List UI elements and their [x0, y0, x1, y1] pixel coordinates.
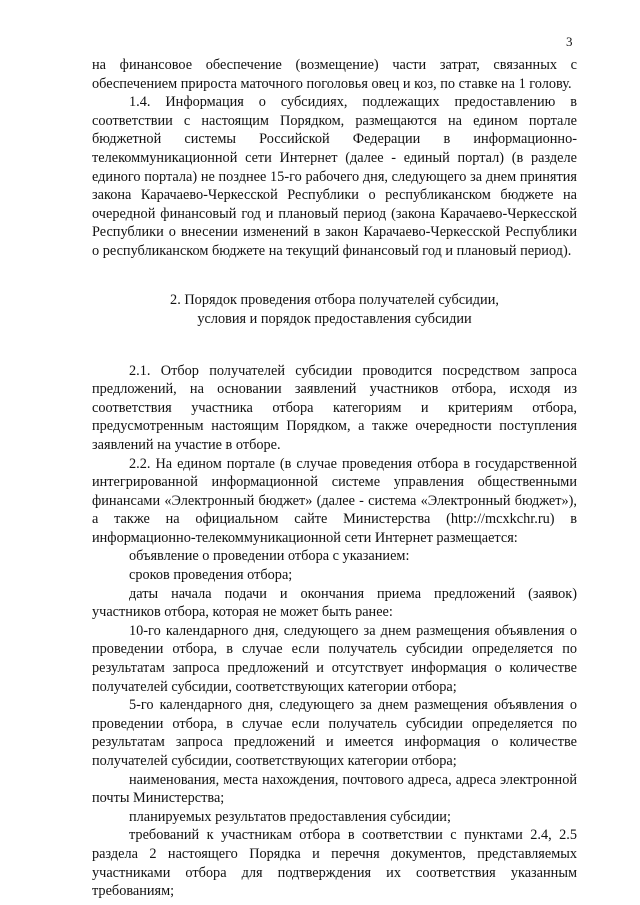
paragraph: требований к участникам отбора в соответствии с пунктами 2.4, 2.5 раздела 2 настоящего Порядка и перечня документов, представляемых участниками отбора для подтверждения их соответствия указанным требованиям;: [92, 827, 577, 900]
paragraph: планируемых результатов предоставления субсидии;: [129, 808, 451, 825]
paragraph: сроков проведения отбора;: [129, 567, 293, 584]
paragraph: даты начала подачи и окончания приема предложений (заявок) участников отбора, которая не может быть ранее:: [92, 585, 577, 621]
paragraph-2-1: 2.1. Отбор получателей субсидии проводится посредством запроса предложений, на основании заявлений участников отбора, исходя из соответствия участника отбора категориям и критериям отбора, предусмотренным настоящим Порядком, а также очередности поступления заявлений на участие в отборе.: [92, 362, 577, 453]
section-heading-line: 2. Порядок проведения отбора получателей субсидии,: [170, 291, 499, 308]
paragraph: наименования, места нахождения, почтового адреса, адреса электронной почты Министерства;: [92, 771, 577, 807]
paragraph: 10-го календарного дня, следующего за днем размещения объявления о проведении отбора, в случае если получатель субсидии определяется по результатам запроса предложений и отсутствует информация о количестве получателей субсидии, соответствующих категории отбора;: [92, 622, 577, 695]
paragraph-2-2: 2.2. На едином портале (в случае проведения отбора в государственной интегрированной информационной системе управления общественными финансами «Электронный бюджет» (далее - система «Электронный бюджет»), а также на официальном сайте Министерства (http://mcxkchr.ru) в информационно-телекоммуникационной сети Интернет размещается:: [92, 455, 577, 546]
section-heading: [92, 291, 577, 329]
paragraph: объявление о проведении отбора с указанием:: [129, 548, 410, 565]
section-heading-line: условия и порядок предоставления субсидии: [197, 310, 472, 327]
page-number: 3: [566, 34, 573, 49]
paragraph: 5-го календарного дня, следующего за днем размещения объявления о проведении отбора, в случае если получатель субсидии определяется по результатам запроса предложений и имеется информация о количестве получателей субсидии, соответствующих категории отбора;: [92, 697, 577, 769]
paragraph-1-4: 1.4. Информация о субсидиях, подлежащих предоставлению в соответствии с настоящим Порядком, размещаются на едином портале бюджетной системы Российской Федерации в информационно-телекоммуникационной сети Интернет (далее - единый портал) (в разделе единого портала) не позднее 15-го рабочего дня, следующего за днем принятия закона Карачаево-Черкесской Республики о республиканском бюджете на очередной финансовый год и плановый период (закона Карачаево-Черкесской Республики о внесении изменений в закон Карачаево-Черкесской Республики о республиканском бюджете на текущий финансовый год и плановый период).: [92, 94, 577, 259]
paragraph: на финансовое обеспечение (возмещение) части затрат, связанных с обеспечением прироста маточного поголовья овец и коз, по ставке на 1 голову.: [92, 57, 577, 92]
document-body: [92, 56, 577, 901]
